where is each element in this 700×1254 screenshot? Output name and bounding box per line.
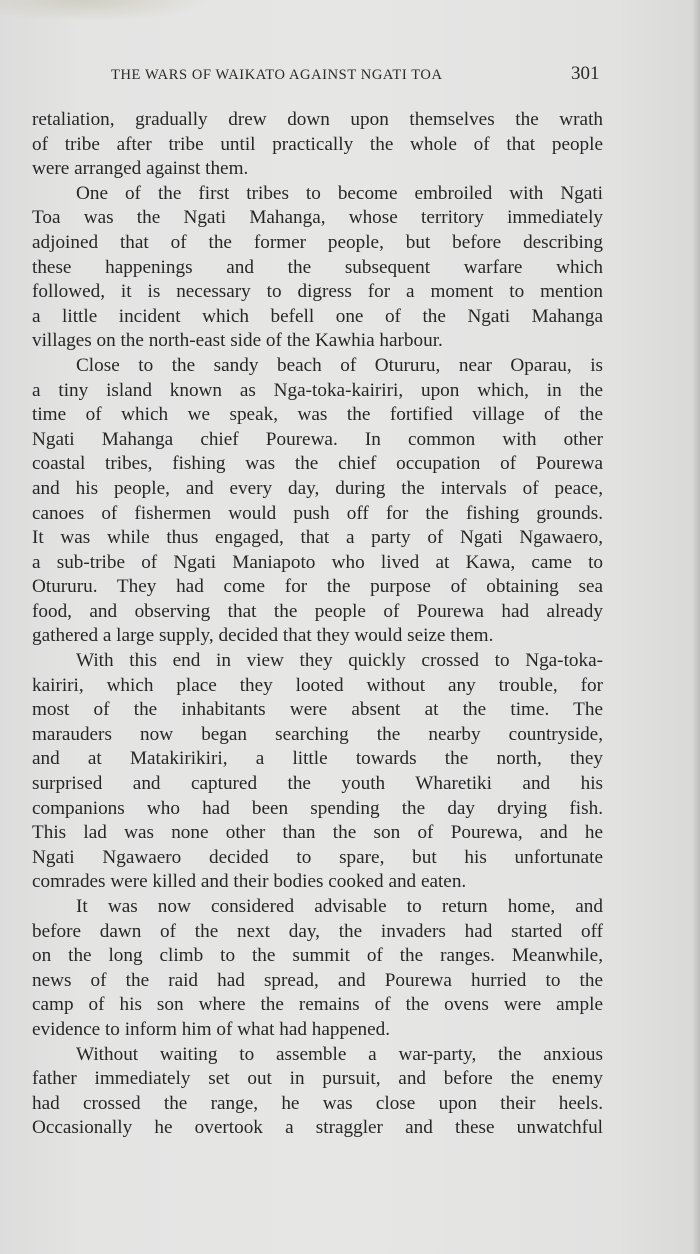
- text-line: evidence to inform him of what had happened.: [32, 1018, 391, 1040]
- text-line: and his people, and every day, during the intervals of peace,: [32, 477, 603, 499]
- text-line: comrades were killed and their bodies cooked and eaten.: [32, 871, 467, 893]
- text-line: It was now considered advisable to return home, and: [76, 896, 603, 917]
- page-stain: [0, 0, 210, 22]
- text-line: Otururu. They had come for the purpose of obtaining sea: [32, 576, 603, 598]
- text-line: had crossed the range, he was close upon their heels.: [32, 1092, 603, 1114]
- body-text: [32, 108, 603, 1141]
- text-line: One of the first tribes to become embroiled with Ngati: [76, 182, 603, 204]
- text-line: Close to the sandy beach of Otururu, near Oparau, is: [76, 354, 603, 376]
- text-line: Without waiting to assemble a war-party, the anxious: [76, 1043, 603, 1065]
- page-edge-shadow: [692, 0, 700, 1254]
- text-line: Occasionally he overtook a straggler and these unwatchful: [32, 1117, 603, 1139]
- text-line: coastal tribes, fishing was the chief occupation of Pourewa: [32, 453, 603, 475]
- text-line: before dawn of the next day, the invaders had started off: [32, 920, 603, 942]
- text-line: were arranged against them.: [32, 158, 249, 180]
- text-line: villages on the north-east side of the Kawhia harbour.: [32, 330, 443, 352]
- text-line: a sub-tribe of Ngati Maniapoto who lived at Kawa, came to: [32, 551, 603, 573]
- running-title: THE WARS OF WAIKATO AGAINST NGATI TOA: [111, 67, 443, 83]
- text-line: these happenings and the subsequent warfare which: [32, 256, 603, 278]
- text-line: news of the raid had spread, and Pourewa hurried to the: [32, 969, 603, 991]
- text-line: camp of his son where the remains of the ovens were ample: [32, 994, 603, 1016]
- text-line: retaliation, gradually drew down upon themselves the wrath: [32, 109, 603, 130]
- text-line: a tiny island known as Nga-toka-kairiri, upon which, in the: [32, 379, 603, 401]
- text-line: of tribe after tribe until practically the whole of that people: [32, 133, 603, 155]
- text-line: marauders now began searching the nearby countryside,: [32, 723, 603, 745]
- text-line: on the long climb to the summit of the ranges. Meanwhile,: [32, 945, 603, 967]
- text-line: Ngati Ngawaero decided to spare, but his unfortunate: [32, 846, 603, 868]
- text-line: companions who had been spending the day drying fish.: [32, 797, 603, 819]
- text-line: gathered a large supply, decided that they would seize them.: [32, 625, 494, 647]
- text-line: Toa was the Ngati Mahanga, whose territory immediately: [32, 207, 603, 229]
- running-header: [0, 63, 700, 89]
- text-line: canoes of fishermen would push off for the fishing grounds.: [32, 502, 603, 524]
- text-line: adjoined that of the former people, but before describing: [32, 231, 603, 253]
- text-line: This lad was none other than the son of Pourewa, and he: [32, 822, 603, 844]
- text-line: a little incident which befell one of the Ngati Mahanga: [32, 305, 603, 327]
- text-line: food, and observing that the people of Pourewa had already: [32, 600, 603, 622]
- text-line: time of which we speak, was the fortified village of the: [32, 404, 603, 426]
- text-line: kairiri, which place they looted without any trouble, for: [32, 674, 603, 696]
- text-line: followed, it is necessary to digress for a moment to mention: [32, 281, 603, 303]
- text-line: It was while thus engaged, that a party of Ngati Ngawaero,: [32, 527, 603, 549]
- text-line: With this end in view they quickly crossed to Nga-toka-: [76, 650, 603, 672]
- text-line: most of the inhabitants were absent at the time. The: [32, 699, 603, 721]
- page-number: 301: [571, 63, 600, 84]
- text-line: father immediately set out in pursuit, and before the enemy: [32, 1068, 603, 1090]
- text-line: and at Matakirikiri, a little towards the north, they: [32, 748, 603, 770]
- text-line: Ngati Mahanga chief Pourewa. In common with other: [32, 428, 603, 450]
- text-line: surprised and captured the youth Wharetiki and his: [32, 773, 603, 795]
